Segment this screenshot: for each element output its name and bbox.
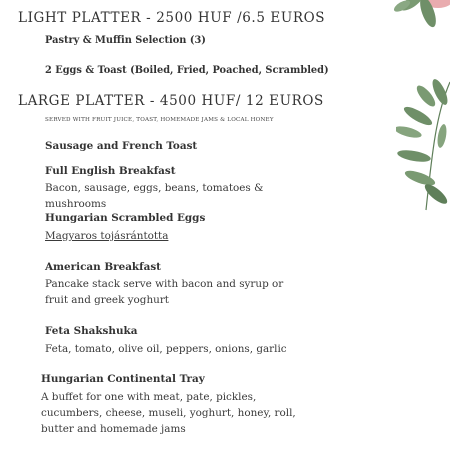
sausage-toast-title: Sausage and French Toast [45, 140, 198, 152]
continental-title: Hungarian Continental Tray [41, 373, 205, 385]
feta-desc: Feta, tomato, olive oil, peppers, onions, garlic [45, 343, 287, 355]
feta-title: Feta Shakshuka [45, 325, 138, 337]
american-desc-line: Pancake stack serve with bacon and syrup or [45, 278, 284, 290]
large-platter-note: SERVED WITH FRUIT JUICE, TOAST, HOMEMADE JAMS & LOCAL HONEY [45, 117, 274, 123]
leaf-branch-icon [396, 74, 450, 214]
flower-icon [388, 0, 450, 50]
light-platter-item: Pastry & Muffin Selection (3) [45, 35, 206, 46]
american-title: American Breakfast [45, 261, 161, 273]
hungarian-scrambled-title: Hungarian Scrambled Eggs [45, 212, 206, 224]
hungarian-scrambled-desc: Magyaros tojásrántotta [45, 230, 169, 242]
full-english-desc-line: Bacon, sausage, eggs, beans, tomatoes & [45, 182, 264, 194]
continental-desc-line: cucumbers, cheese, museli, yoghurt, honey, roll, [41, 407, 296, 419]
light-platter-heading: LIGHT PLATTER - 2500 HUF /6.5 EUROS [18, 10, 326, 26]
light-platter-item: 2 Eggs & Toast (Boiled, Fried, Poached, Scrambled) [45, 65, 329, 76]
continental-desc-line: A buffet for one with meat, pate, pickles, [41, 391, 257, 403]
american-desc-line: fruit and greek yoghurt [45, 294, 169, 306]
full-english-desc-line: mushrooms [45, 198, 107, 210]
continental-desc-line: butter and homemade jams [41, 423, 186, 435]
full-english-title: Full English Breakfast [45, 165, 176, 177]
large-platter-heading: LARGE PLATTER - 4500 HUF/ 12 EUROS [18, 93, 324, 109]
